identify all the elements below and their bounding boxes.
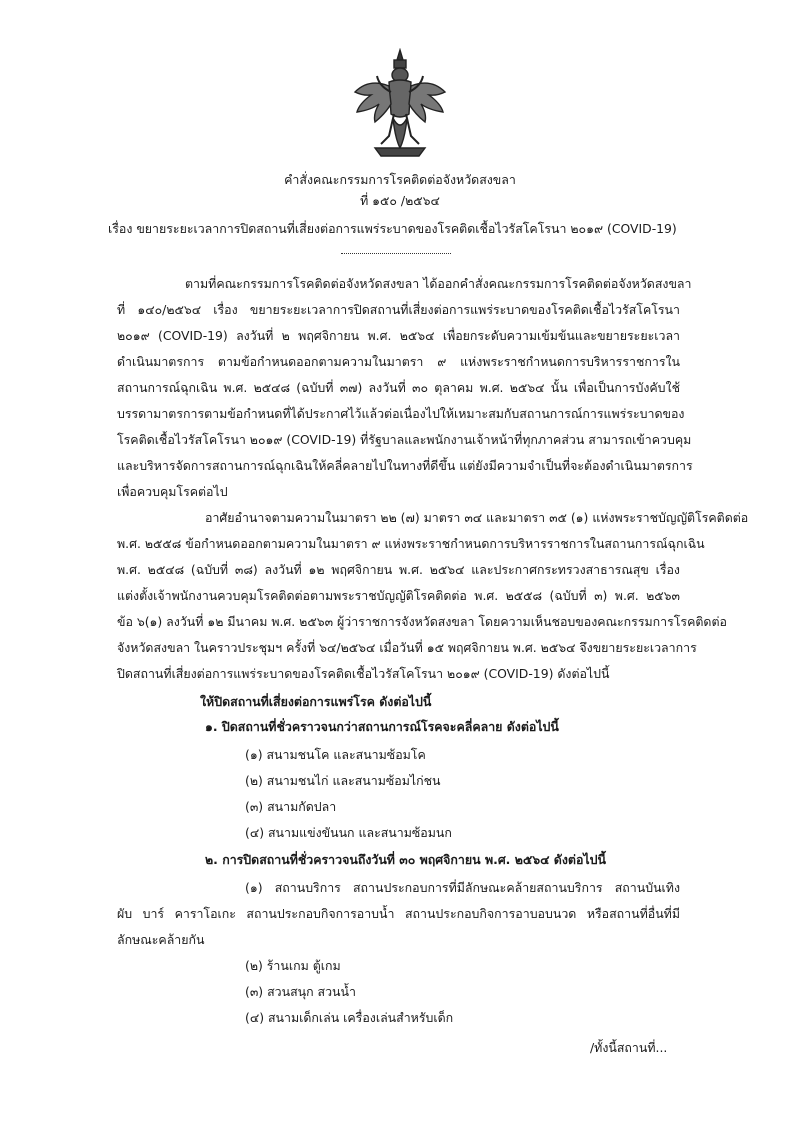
section2-item: (๑) สถานบริการ สถานประกอบการที่มีลักษณะคล้ายสถานบริการ สถานบันเทิง bbox=[245, 880, 680, 895]
section2-item-cont: ลักษณะคล้ายกัน bbox=[117, 932, 205, 947]
section1-item: (๑) สนามชนโค และสนามซ้อมโค bbox=[245, 747, 426, 762]
para1-line: บรรดามาตรการตามข้อกำหนดที่ได้ประกาศไว้แล้วต่อเนื่องไปให้เหมาะสมกับสถานการณ์การแพร่ระบาดของ bbox=[117, 406, 685, 421]
para1-line: ตามที่คณะกรรมการโรคติดต่อจังหวัดสงขลา ได้ออกคำสั่งคณะกรรมการโรคติดต่อจังหวัดสงขลา bbox=[185, 276, 692, 291]
section2-item: (๓) สวนสนุก สวนน้ำ bbox=[245, 984, 356, 999]
section2-heading: ๒. การปิดสถานที่ชั่วคราวจนถึงวันที่ ๓๐ พฤศจิกายน พ.ศ. ๒๕๖๔ ดังต่อไปนี้ bbox=[205, 852, 606, 867]
order-number: ที่ ๑๕๐ /๒๕๖๔ bbox=[360, 193, 440, 208]
section2-item: (๒) ร้านเกม ตู้เกม bbox=[245, 958, 341, 973]
para1-line: เพื่อควบคุมโรคต่อไป bbox=[117, 484, 228, 499]
section2-item: (๔) สนามเด็กเล่น เครื่องเล่นสำหรับเด็ก bbox=[245, 1010, 454, 1025]
para1-line: ๒๐๑๙ (COVID-19) ลงวันที่ ๒ พฤศจิกายน พ.ศ. ๒๕๖๔ เพื่อยกระดับความเข้มข้นและขยายระยะเวลา bbox=[117, 328, 680, 343]
document-subject: เรื่อง ขยายระยะเวลาการปิดสถานที่เสี่ยงต่อการแพร่ระบาดของโรคติดเชื้อไวรัสโคโรนา ๒๐๑๙ (COVID-19) bbox=[108, 221, 677, 236]
para1-line: และบริหารจัดการสถานการณ์ฉุกเฉินให้คลี่คลายไปในทางที่ดีขึ้น แต่ยังมีความจำเป็นที่จะต้องดำเนินมาตรการ bbox=[117, 458, 693, 473]
section1-item: (๔) สนามแข่งขันนก และสนามซ้อมนก bbox=[245, 825, 452, 840]
continuation-marker: /ทั้งนี้สถานที่... bbox=[590, 1040, 668, 1055]
order-heading: ให้ปิดสถานที่เสี่ยงต่อการแพร่โรค ดังต่อไปนี้ bbox=[200, 694, 432, 709]
document-title: คำสั่งคณะกรรมการโรคติดต่อจังหวัดสงขลา bbox=[284, 172, 516, 187]
para2-line: ปิดสถานที่เสี่ยงต่อการแพร่ระบาดของโรคติดเชื้อไวรัสโคโรนา ๒๐๑๙ (COVID-19) ดังต่อไปนี้ bbox=[117, 666, 610, 681]
section1-item: (๒) สนามชนไก่ และสนามซ้อมไก่ชน bbox=[245, 773, 441, 788]
section2-item-cont: ผับ บาร์ คาราโอเกะ สถานประกอบกิจการอาบน้ำ สถานประกอบกิจการอาบอบนวด หรือสถานที่อื่นที่มี bbox=[117, 906, 680, 921]
para1-line: ที่ ๑๔๐/๒๕๖๔ เรื่อง ขยายระยะเวลาการปิดสถานที่เสี่ยงต่อการแพร่ระบาดของโรคติดเชื้อไวรัสโคโรนา bbox=[117, 302, 680, 317]
garuda-emblem-icon bbox=[349, 48, 451, 160]
para2-line: ข้อ ๖(๑) ลงวันที่ ๑๒ มีนาคม พ.ศ. ๒๕๖๓ ผู้ว่าราชการจังหวัดสงขลา โดยความเห็นชอบของคณะกรรมการโรคติดต่อ bbox=[117, 614, 727, 629]
para1-line: โรคติดเชื้อไวรัสโคโรนา ๒๐๑๙ (COVID-19) ที่รัฐบาลและพนักงานเจ้าหน้าที่ทุกภาคส่วน สามารถเข้าควบคุม bbox=[117, 432, 692, 447]
section1-heading: ๑. ปิดสถานที่ชั่วคราวจนกว่าสถานการณ์โรคจะคลี่คลาย ดังต่อไปนี้ bbox=[205, 719, 559, 734]
para2-line: พ.ศ. ๒๕๕๘ ข้อกำหนดออกตามความในมาตรา ๙ แห่งพระราชกำหนดการบริหารราชการในสถานการณ์ฉุกเฉิน bbox=[117, 536, 705, 551]
para2-line: อาศัยอำนาจตามความในมาตรา ๒๒ (๗) มาตรา ๓๔ และมาตรา ๓๕ (๑) แห่งพระราชบัญญัติโรคติดต่อ bbox=[205, 510, 749, 525]
separator-dots bbox=[341, 253, 451, 254]
para2-line: จังหวัดสงขลา ในคราวประชุมฯ ครั้งที่ ๖๔/๒๕๖๔ เมื่อวันที่ ๑๕ พฤศจิกายน พ.ศ. ๒๕๖๔ จึงขยายระยะเวลาการ bbox=[117, 640, 697, 655]
section1-item: (๓) สนามกัดปลา bbox=[245, 799, 337, 814]
para2-line: แต่งตั้งเจ้าพนักงานควบคุมโรคติดต่อตามพระราชบัญญัติโรคติดต่อ พ.ศ. ๒๕๕๘ (ฉบับที่ ๓) พ.ศ. ๒๕๖๓ bbox=[117, 588, 680, 603]
para1-line: ดำเนินมาตรการ ตามข้อกำหนดออกตามความในมาตรา ๙ แห่งพระราชกำหนดการบริหารราชการใน bbox=[117, 354, 680, 369]
para1-line: สถานการณ์ฉุกเฉิน พ.ศ. ๒๕๔๘ (ฉบับที่ ๓๗) ลงวันที่ ๓๐ ตุลาคม พ.ศ. ๒๕๖๔ นั้น เพื่อเป็นการบังคับใช้ bbox=[117, 380, 680, 395]
para2-line: พ.ศ. ๒๕๔๘ (ฉบับที่ ๓๘) ลงวันที่ ๑๒ พฤศจิกายน พ.ศ. ๒๕๖๔ และประกาศกระทรวงสาธารณสุข เรื่อง bbox=[117, 562, 680, 577]
